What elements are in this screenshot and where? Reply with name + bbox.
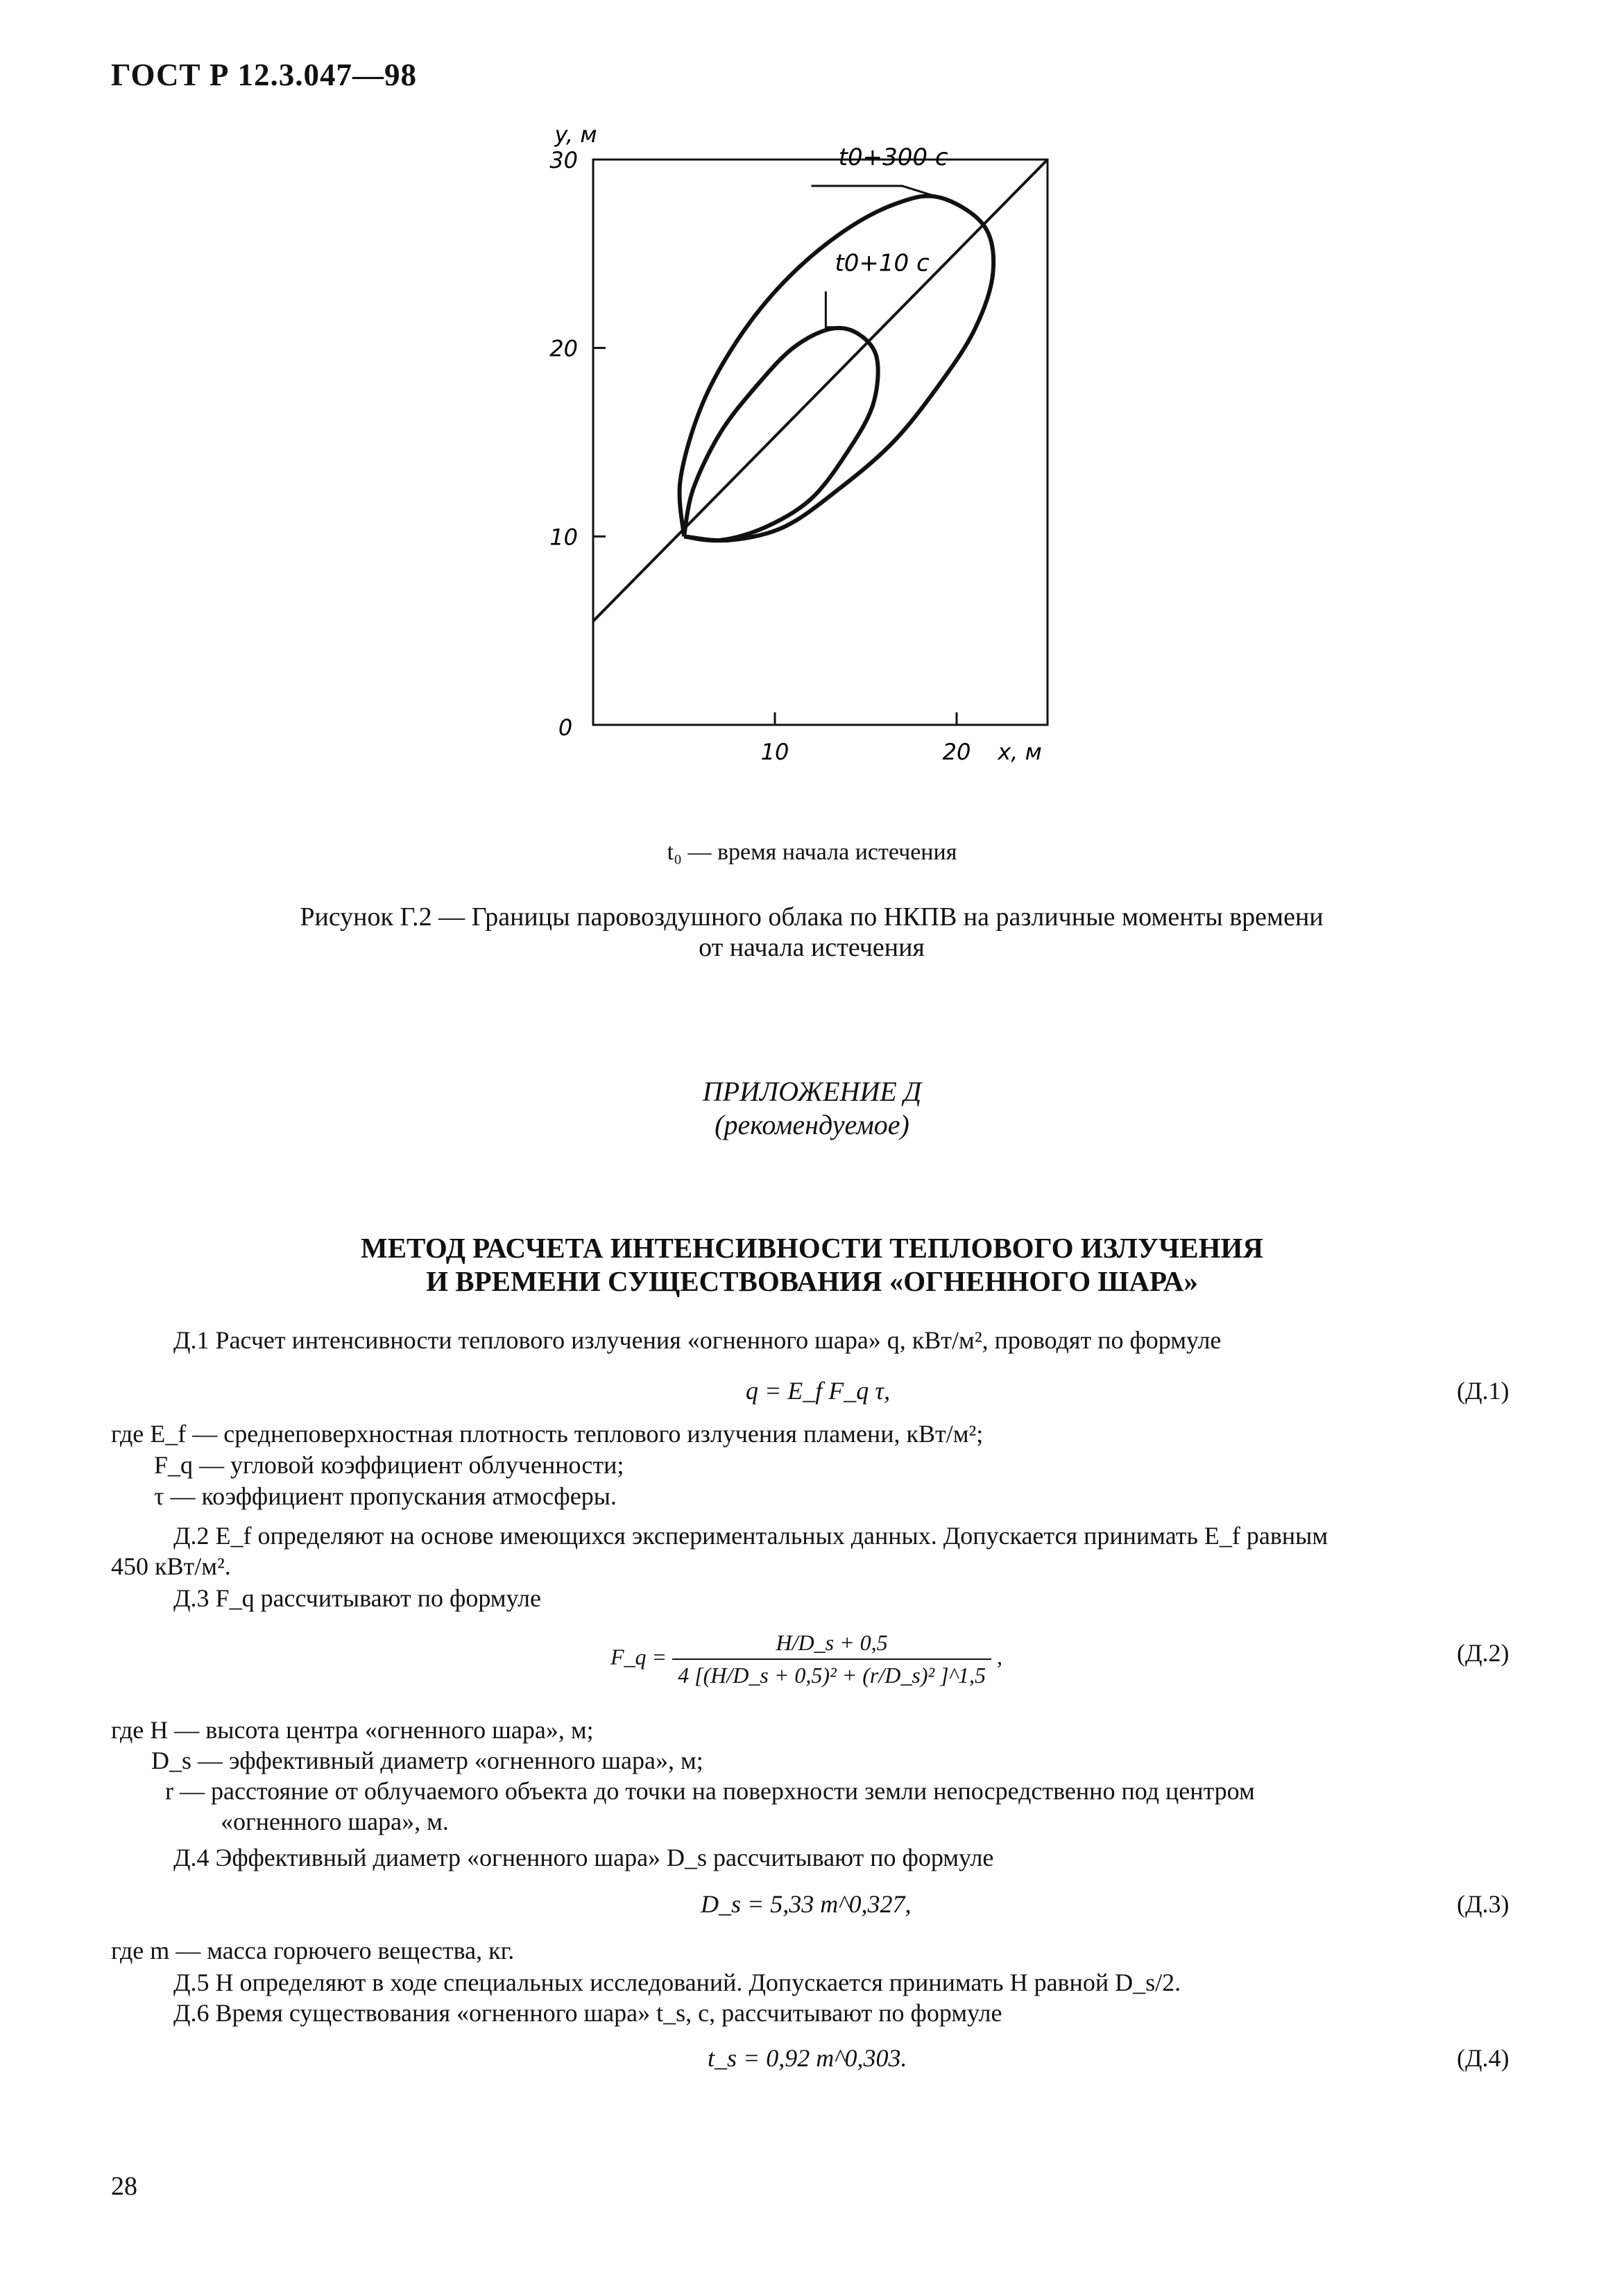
formula-d4: t_s = 0,92 m^0,303. bbox=[708, 2044, 907, 2072]
where-fq: F_q — угловой коэффициент облученности; bbox=[154, 1451, 624, 1479]
figure-caption bbox=[180, 902, 1443, 963]
section-title-line2: И ВРЕМЕНИ СУЩЕСТВОВАНИЯ «ОГНЕННОГО ШАРА» bbox=[426, 1265, 1198, 1297]
y-axis-label: y, м bbox=[554, 121, 597, 148]
where-m: где m — масса горючего вещества, кг. bbox=[111, 1937, 515, 1964]
paragraph-d5: Д.5 H определяют в ходе специальных исследований. Допускается принимать H равной D_s/2. bbox=[173, 1969, 1181, 1996]
where-h: где H — высота центра «огненного шара», м; bbox=[111, 1716, 594, 1744]
formula-d4-number: (Д.4) bbox=[1457, 2044, 1510, 2072]
formula-d1-number: (Д.1) bbox=[1457, 1377, 1510, 1405]
paragraph-d1: Д.1 Расчет интенсивности теплового излучения «огненного шара» q, кВт/м², проводят по формуле bbox=[173, 1326, 1222, 1354]
chart-svg bbox=[527, 118, 1096, 784]
cloud-boundary-curve bbox=[680, 196, 994, 541]
formula-d1: q = E_f F_q τ, bbox=[746, 1377, 891, 1405]
section-title bbox=[0, 1231, 1624, 1298]
x-tick-label: 10 bbox=[760, 739, 789, 765]
paragraph-d2-line1: Д.2 E_f определяют на основе имеющихся экспериментальных данных. Допускается принимать E_f равным bbox=[173, 1522, 1328, 1550]
origin-label: 0 bbox=[558, 714, 573, 741]
paragraph-d2-line2: 450 кВт/м². bbox=[111, 1552, 231, 1580]
paragraph-d6: Д.6 Время существования «огненного шара» t_s, с, рассчитывают по формуле bbox=[173, 1999, 1002, 2027]
formula-d2-lhs: F_q = bbox=[610, 1644, 667, 1670]
formula-d3: D_s = 5,33 m^0,327, bbox=[701, 1890, 912, 1918]
formula-d2-denominator: 4 [(H/D_s + 0,5)² + (r/D_s)² ]^1,5 bbox=[678, 1663, 986, 1688]
document-header: ГОСТ Р 12.3.047—98 bbox=[111, 58, 418, 92]
x-axis-label: x, м bbox=[998, 739, 1042, 765]
appendix-heading bbox=[0, 1075, 1624, 1142]
plot-frame bbox=[593, 160, 1048, 725]
paragraph-d4: Д.4 Эффективный диаметр «огненного шара» D_s рассчитывают по формуле bbox=[173, 1844, 994, 1871]
section-title-line1: МЕТОД РАСЧЕТА ИНТЕНСИВНОСТИ ТЕПЛОВОГО ИЗЛУЧЕНИЯ bbox=[361, 1232, 1263, 1264]
where-ds: D_s — эффективный диаметр «огненного шара», м; bbox=[151, 1747, 703, 1774]
appendix-title: ПРИЛОЖЕНИЕ Д bbox=[702, 1076, 922, 1107]
paragraph-d3: Д.3 F_q рассчитывают по формуле bbox=[173, 1584, 541, 1612]
figure-caption-line2: от начала истечения bbox=[699, 933, 925, 962]
formula-d2-number: (Д.2) bbox=[1457, 1639, 1510, 1667]
figure-note: t₀ — время начала истечения bbox=[667, 839, 957, 865]
annotation-t0-10: t0+10 с bbox=[835, 249, 930, 277]
y-tick-label: 10 bbox=[549, 524, 578, 551]
formula-d2-tail: , bbox=[997, 1644, 1003, 1670]
y-tick-label: 20 bbox=[549, 335, 578, 362]
where-tau: τ — коэффициент пропускания атмосферы. bbox=[154, 1482, 617, 1510]
figure-caption-line1: Рисунок Г.2 — Границы паровоздушного облака по НКПВ на различные моменты времени bbox=[300, 902, 1324, 932]
figure-chart bbox=[527, 118, 1096, 787]
diagonal-line bbox=[593, 160, 1048, 621]
formula-d3-number: (Д.3) bbox=[1457, 1890, 1510, 1918]
annotation-t0-300: t0+300 с bbox=[838, 144, 948, 172]
where-r-line1: r — расстояние от облучаемого объекта до точки на поверхности земли непосредственно под центром bbox=[165, 1777, 1255, 1805]
where-ef: где E_f — среднеповерхностная плотность теплового излучения пламени, кВт/м²; bbox=[111, 1420, 984, 1448]
formula-d2-fraction bbox=[672, 1630, 991, 1688]
where-r-line2: «огненного шара», м. bbox=[221, 1808, 449, 1835]
x-tick-label: 20 bbox=[942, 739, 971, 765]
annotation-leader bbox=[826, 291, 835, 327]
formula-d2 bbox=[610, 1630, 1002, 1688]
page-number: 28 bbox=[111, 2172, 137, 2201]
y-tick-label: 30 bbox=[549, 147, 578, 173]
formula-d2-numerator: H/D_s + 0,5 bbox=[672, 1630, 991, 1660]
appendix-subtitle: (рекомендуемое) bbox=[715, 1109, 909, 1140]
